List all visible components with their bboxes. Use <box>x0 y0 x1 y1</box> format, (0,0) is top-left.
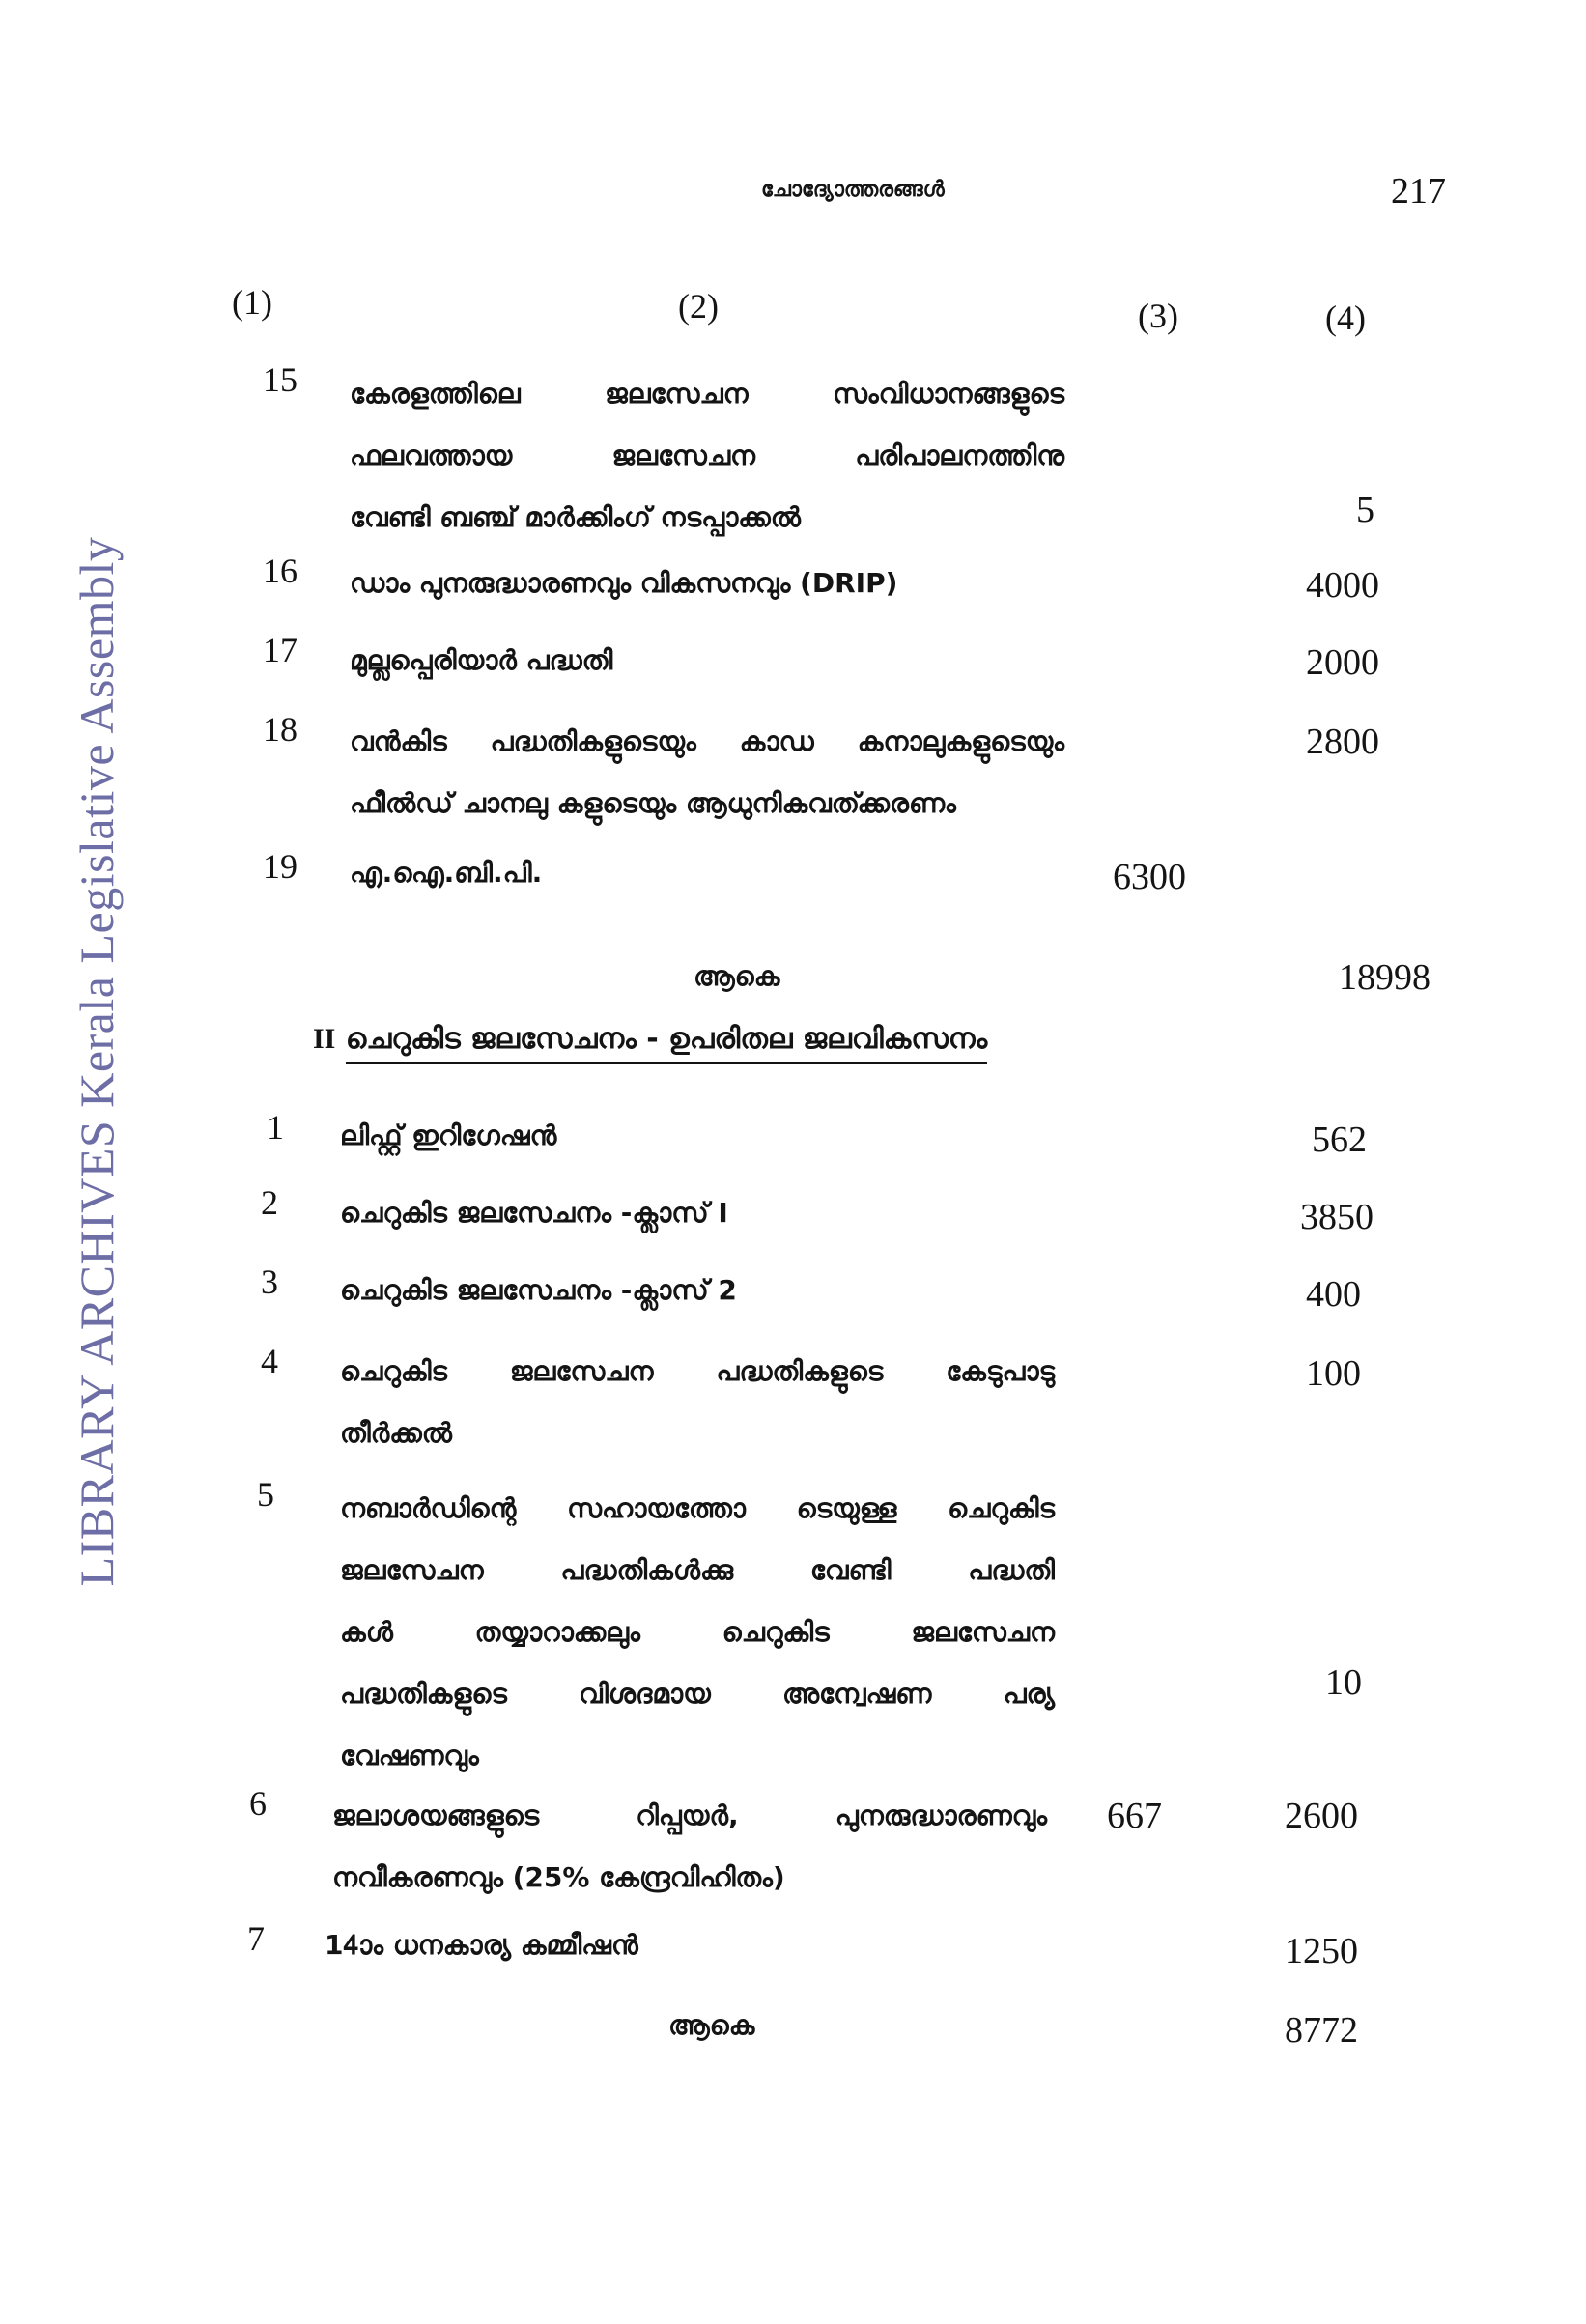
total-label: ആകെ <box>668 2009 755 2041</box>
row-number: 15 <box>263 360 297 399</box>
row-description <box>340 1260 737 1321</box>
row-number: 4 <box>261 1342 278 1380</box>
column-header-4: (4) <box>1325 298 1366 337</box>
description-line: നവീകരണവും (25% കേന്ദ്രവിഹിതം) <box>332 1861 785 1893</box>
page-number: 217 <box>1391 171 1446 212</box>
row-number: 6 <box>249 1784 267 1823</box>
description-line: ചെറുകിട ജലസേചനം -ക്ലാസ് I <box>340 1197 728 1229</box>
amount-col4: 2800 <box>1306 722 1379 762</box>
row-description <box>350 630 612 692</box>
description-line: കൾ തയ്യാറാക്കലും ചെറുകിട ജലസേചന <box>340 1616 1055 1648</box>
watermark-text: LIBRARY ARCHIVES Kerala Legislative Assembly <box>70 536 124 1587</box>
section-heading <box>313 1022 987 1056</box>
description-line: ജലാശയങ്ങളുടെ റിപ്പയർ, പുനരുദ്ധാരണവും <box>332 1800 1047 1831</box>
amount-col4: 562 <box>1312 1119 1367 1160</box>
row-description <box>350 363 1064 549</box>
section-number: II <box>313 1023 336 1055</box>
description-line: തീർക്കൽ <box>340 1417 452 1449</box>
amount-col4: 3850 <box>1300 1197 1374 1237</box>
description-line: ചെറുകിട ജലസേചനം -ക്ലാസ് 2 <box>340 1274 737 1306</box>
description-line: ഫീൽഡ് ചാനലു കളുടെയും ആധുനികവത്ക്കരണം <box>350 787 956 819</box>
column-header-1: (1) <box>232 283 272 322</box>
description-line: വൻകിട പദ്ധതികളുടെയും കാഡ കനാലുകളുടെയും <box>350 725 1064 757</box>
row-number: 17 <box>263 631 297 669</box>
row-number: 5 <box>257 1475 274 1514</box>
row-number: 19 <box>263 847 297 886</box>
row-number: 18 <box>263 710 297 749</box>
description-line: വേണ്ടി ബഞ്ച് മാർക്കിംഗ് നടപ്പാക്കൽ <box>350 501 801 533</box>
description-line: കേരളത്തിലെ ജലസേചന സംവിധാനങ്ങളുടെ <box>350 378 1064 410</box>
description-line: വേഷണവും <box>340 1740 479 1771</box>
description-line: ജലസേചന പദ്ധതികൾക്കു വേണ്ടി പദ്ധതി <box>340 1554 1055 1586</box>
description-line: ഫലവത്തായ ജലസേചന പരിപാലനത്തിനു <box>350 439 1064 471</box>
description-line: മുല്ലപ്പെരിയാർ പദ്ധതി <box>350 644 613 676</box>
row-number: 3 <box>261 1262 278 1301</box>
row-number: 1 <box>267 1108 284 1147</box>
amount-col4: 400 <box>1306 1274 1361 1315</box>
column-header-2: (2) <box>678 287 719 326</box>
row-description <box>350 711 1064 835</box>
row-number: 2 <box>261 1183 278 1222</box>
running-header: ചോദ്യോത്തരങ്ങൾ <box>761 178 945 202</box>
description-line: എ.ഐ.ബി.പി. <box>350 857 543 889</box>
description-line: പദ്ധതികളുടെ വിശദമായ അന്വേഷണ പര്യ <box>340 1678 1055 1710</box>
row-description <box>325 1914 638 1976</box>
section-title: ചെറുകിട ജലസേചനം - ഉപരിതല ജലവികസനം <box>346 1022 987 1064</box>
row-description <box>340 1105 556 1167</box>
amount-col4: 2600 <box>1285 1796 1358 1836</box>
row-description <box>332 1785 1047 1909</box>
amount-col4: 1250 <box>1285 1931 1358 1971</box>
amount-col4: 5 <box>1356 490 1374 530</box>
row-description <box>340 1478 1055 1787</box>
amount-col4: 2000 <box>1306 642 1379 683</box>
description-line: ചെറുകിട ജലസേചന പദ്ധതികളുടെ കേടുപാടു <box>340 1355 1055 1387</box>
total-value: 18998 <box>1339 957 1430 998</box>
row-number: 16 <box>263 552 297 590</box>
total-label: ആകെ <box>694 960 780 992</box>
column-header-3: (3) <box>1138 297 1178 335</box>
description-line: നബാർഡിന്റെ സഹായത്തോ ടെയുള്ള ചെറുകിട <box>340 1492 1055 1524</box>
amount-col4: 4000 <box>1306 565 1379 606</box>
total-value: 8772 <box>1285 2010 1358 2051</box>
description-line: ഡാം പുനരുദ്ധാരണവും വികസനവും (DRIP) <box>350 567 898 599</box>
row-description <box>350 553 897 614</box>
amount-col4: 10 <box>1325 1662 1362 1703</box>
row-description <box>340 1341 1055 1464</box>
amount-col4: 100 <box>1306 1353 1361 1394</box>
description-line: 14ാം ധനകാര്യ കമ്മീഷൻ <box>325 1929 638 1961</box>
amount-col3: 6300 <box>1113 857 1186 897</box>
row-description <box>340 1182 728 1244</box>
description-line: ലിഫ്റ്റ് ഇറിഗേഷൻ <box>340 1119 557 1151</box>
row-number: 7 <box>247 1919 265 1958</box>
row-description <box>350 842 542 904</box>
amount-col3: 667 <box>1107 1796 1162 1836</box>
